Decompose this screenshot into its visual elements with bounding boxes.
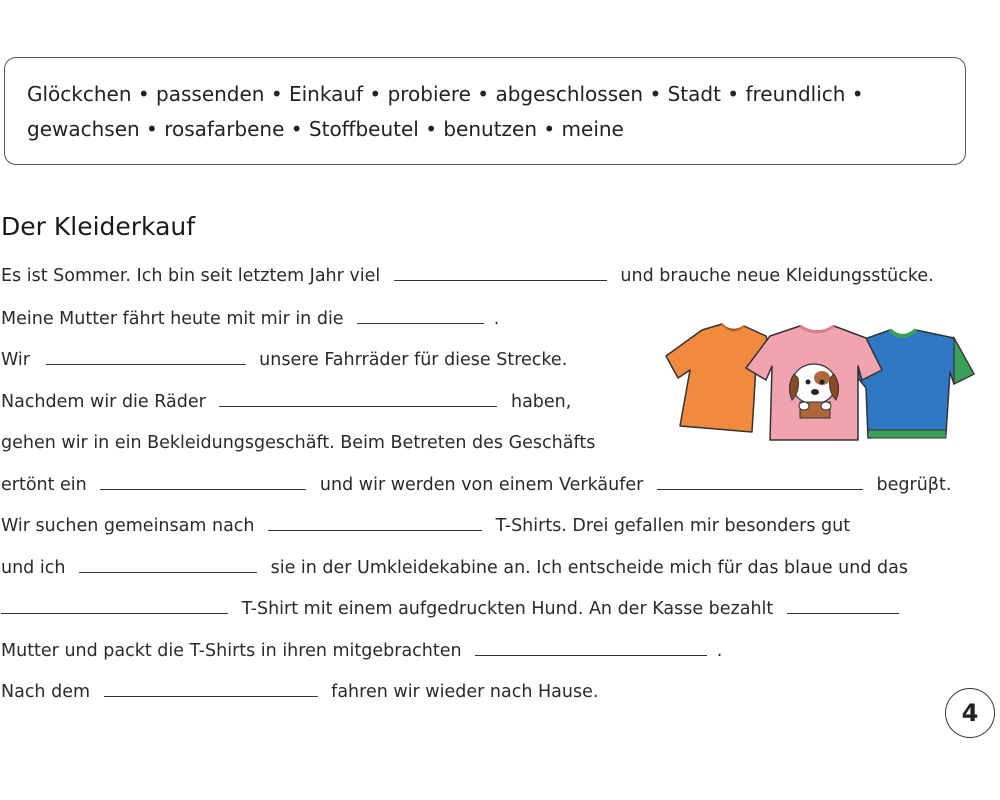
word-bank-line-1: Glöckchen • passenden • Einkauf • probiere • abgeschlossen • Stadt • freundlich • [27, 82, 864, 106]
blank-3[interactable] [46, 350, 246, 365]
tshirts-illustration [662, 322, 982, 446]
text-segment: T-Shirt mit einem aufgedruckten Hund. An der Kasse bezahlt [241, 599, 774, 619]
blank-8[interactable] [79, 558, 257, 573]
text-segment: . [493, 309, 500, 329]
blue-tshirt-icon [858, 330, 974, 438]
text-segment: und brauche neue Kleidungsstücke. [620, 266, 934, 286]
blank-2[interactable] [357, 309, 484, 324]
blank-12[interactable] [104, 682, 318, 697]
text-segment: Mutter und packt die T-Shirts in ihren mitgebrachten [1, 641, 462, 661]
text-segment: Wir [1, 350, 30, 370]
text-line-10 [1, 641, 722, 661]
text-line-7 [1, 516, 850, 536]
text-segment: ertönt ein [1, 475, 87, 495]
text-segment: Nach dem [1, 682, 91, 702]
blank-9[interactable] [1, 599, 228, 614]
text-line-9 [1, 599, 899, 619]
blank-5[interactable] [100, 475, 306, 490]
text-segment: unsere Fahrräder für diese Strecke. [259, 350, 568, 370]
text-segment: begrüβt. [876, 475, 952, 495]
text-line-6 [1, 475, 951, 495]
blank-11[interactable] [475, 641, 707, 656]
text-line-5: gehen wir in ein Bekleidungsgeschäft. Beim Betreten des Geschäfts [1, 433, 596, 453]
text-segment: Nachdem wir die Räder [1, 392, 206, 412]
text-segment: sie in der Umkleidekabine an. Ich entscheide mich für das blaue und das [270, 558, 908, 578]
text-line-2 [1, 309, 499, 329]
page-number-badge: 4 [945, 688, 995, 738]
blank-7[interactable] [268, 516, 482, 531]
text-segment: und ich [1, 558, 66, 578]
page-title: Der Kleiderkauf [1, 212, 196, 241]
word-bank-line-2: gewachsen • rosafarbene • Stoffbeutel • benutzen • meine [27, 117, 624, 141]
blank-4[interactable] [219, 392, 497, 407]
text-segment: . [716, 641, 723, 661]
text-segment: Wir suchen gemeinsam nach [1, 516, 255, 536]
orange-tshirt-icon [666, 324, 772, 432]
text-line-1 [1, 266, 934, 286]
text-segment: T-Shirts. Drei gefallen mir besonders gut [495, 516, 851, 536]
text-line-3 [1, 350, 567, 370]
text-segment: und wir werden von einem Verkäufer [319, 475, 644, 495]
blank-6[interactable] [657, 475, 863, 490]
text-line-4 [1, 392, 571, 412]
text-line-8 [1, 558, 908, 578]
text-line-11 [1, 682, 598, 702]
text-segment: Es ist Sommer. Ich bin seit letztem Jahr viel [1, 266, 381, 286]
text-segment: fahren wir wieder nach Hause. [331, 682, 599, 702]
blank-10[interactable] [787, 599, 899, 614]
text-segment: haben, [510, 392, 572, 412]
text-segment: Meine Mutter fährt heute mit mir in die [1, 309, 344, 329]
blank-1[interactable] [394, 266, 607, 281]
word-bank-box [4, 57, 966, 165]
